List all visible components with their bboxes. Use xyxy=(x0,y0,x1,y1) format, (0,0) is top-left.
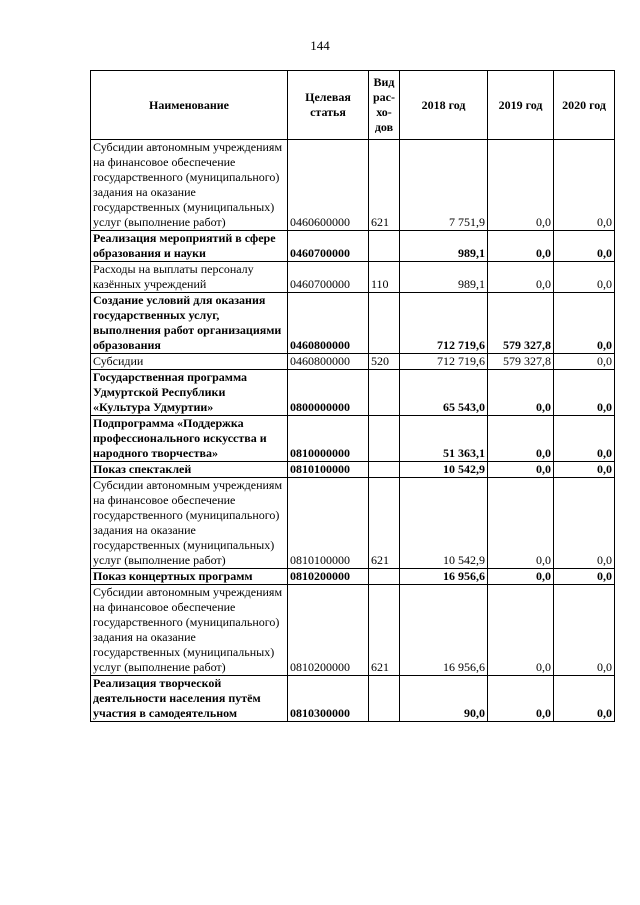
row-value-2020: 0,0 xyxy=(554,370,615,416)
row-value-2019: 0,0 xyxy=(488,140,554,231)
row-value-2018: 989,1 xyxy=(400,231,488,262)
row-value-2020: 0,0 xyxy=(554,676,615,722)
row-value-2019: 0,0 xyxy=(488,676,554,722)
row-target-article: 0800000000 xyxy=(288,370,369,416)
row-value-2019: 0,0 xyxy=(488,416,554,462)
row-target-article: 0460600000 xyxy=(288,140,369,231)
row-value-2019: 0,0 xyxy=(488,462,554,478)
row-value-2019: 0,0 xyxy=(488,569,554,585)
row-target-article: 0460700000 xyxy=(288,231,369,262)
row-expense-type xyxy=(369,370,400,416)
row-name: Субсидии автономным учреждениям на финансовое обеспечение государственного (муниципального) задания на оказание государственных (муниципальных) услуг (выполнение работ) xyxy=(91,585,288,676)
budget-table xyxy=(90,70,615,722)
table-row xyxy=(91,262,615,293)
row-name: Субсидии автономным учреждениям на финансовое обеспечение государственного (муниципального) задания на оказание государственных (муниципальных) услуг (выполнение работ) xyxy=(91,140,288,231)
row-target-article: 0460800000 xyxy=(288,293,369,354)
table-row xyxy=(91,569,615,585)
row-name: Реализация мероприятий в сфере образования и науки xyxy=(91,231,288,262)
row-value-2018: 712 719,6 xyxy=(400,354,488,370)
row-value-2019: 0,0 xyxy=(488,370,554,416)
table-row xyxy=(91,140,615,231)
row-value-2020: 0,0 xyxy=(554,231,615,262)
table-row xyxy=(91,231,615,262)
table-row xyxy=(91,585,615,676)
row-name: Создание условий для оказания государственных услуг, выполнения работ организациями образования xyxy=(91,293,288,354)
row-target-article: 0810200000 xyxy=(288,585,369,676)
row-value-2020: 0,0 xyxy=(554,354,615,370)
row-expense-type xyxy=(369,416,400,462)
row-name: Подпрограмма «Поддержка профессионального искусства и народного творчества» xyxy=(91,416,288,462)
row-expense-type xyxy=(369,462,400,478)
row-name: Расходы на выплаты персоналу казённых учреждений xyxy=(91,262,288,293)
row-value-2018: 712 719,6 xyxy=(400,293,488,354)
row-target-article: 0460800000 xyxy=(288,354,369,370)
row-target-article: 0810200000 xyxy=(288,569,369,585)
row-target-article: 0810000000 xyxy=(288,416,369,462)
row-name: Реализация творческой деятельности населения путём участия в самодеятельном xyxy=(91,676,288,722)
row-expense-type: 621 xyxy=(369,140,400,231)
row-target-article: 0810100000 xyxy=(288,478,369,569)
row-name: Государственная программа Удмуртской Республики «Культура Удмуртии» xyxy=(91,370,288,416)
row-expense-type: 110 xyxy=(369,262,400,293)
row-value-2019: 579 327,8 xyxy=(488,293,554,354)
row-expense-type xyxy=(369,231,400,262)
row-value-2020: 0,0 xyxy=(554,569,615,585)
row-value-2019: 579 327,8 xyxy=(488,354,554,370)
row-value-2020: 0,0 xyxy=(554,416,615,462)
row-expense-type xyxy=(369,293,400,354)
row-value-2019: 0,0 xyxy=(488,231,554,262)
header-2020: 2020 год xyxy=(554,71,615,140)
row-value-2018: 10 542,9 xyxy=(400,478,488,569)
row-value-2020: 0,0 xyxy=(554,140,615,231)
row-expense-type: 520 xyxy=(369,354,400,370)
row-value-2018: 16 956,6 xyxy=(400,585,488,676)
row-value-2018: 16 956,6 xyxy=(400,569,488,585)
row-value-2019: 0,0 xyxy=(488,585,554,676)
header-2018: 2018 год xyxy=(400,71,488,140)
page-number: 144 xyxy=(310,38,330,53)
row-expense-type: 621 xyxy=(369,478,400,569)
row-value-2018: 989,1 xyxy=(400,262,488,293)
table-row xyxy=(91,293,615,354)
row-expense-type xyxy=(369,569,400,585)
row-value-2020: 0,0 xyxy=(554,462,615,478)
row-value-2020: 0,0 xyxy=(554,585,615,676)
header-name: Наименование xyxy=(91,71,288,140)
row-value-2020: 0,0 xyxy=(554,262,615,293)
table-row xyxy=(91,478,615,569)
row-value-2019: 0,0 xyxy=(488,478,554,569)
row-target-article: 0460700000 xyxy=(288,262,369,293)
table-row xyxy=(91,462,615,478)
row-target-article: 0810100000 xyxy=(288,462,369,478)
row-value-2018: 51 363,1 xyxy=(400,416,488,462)
table-row xyxy=(91,370,615,416)
row-name: Субсидии автономным учреждениям на финансовое обеспечение государственного (муниципального) задания на оказание государственных (муниципальных) услуг (выполнение работ) xyxy=(91,478,288,569)
row-value-2020: 0,0 xyxy=(554,478,615,569)
row-value-2020: 0,0 xyxy=(554,293,615,354)
table-row xyxy=(91,676,615,722)
header-expense-type: Вид рас-хо-дов xyxy=(369,71,400,140)
row-value-2018: 7 751,9 xyxy=(400,140,488,231)
row-value-2019: 0,0 xyxy=(488,262,554,293)
row-value-2018: 90,0 xyxy=(400,676,488,722)
row-expense-type xyxy=(369,676,400,722)
row-name: Субсидии xyxy=(91,354,288,370)
table-row xyxy=(91,354,615,370)
row-value-2018: 65 543,0 xyxy=(400,370,488,416)
row-value-2018: 10 542,9 xyxy=(400,462,488,478)
row-target-article: 0810300000 xyxy=(288,676,369,722)
header-code: Целевая статья xyxy=(288,71,369,140)
header-row xyxy=(91,71,615,140)
table-row xyxy=(91,416,615,462)
row-name: Показ концертных программ xyxy=(91,569,288,585)
row-name: Показ спектаклей xyxy=(91,462,288,478)
row-expense-type: 621 xyxy=(369,585,400,676)
header-2019: 2019 год xyxy=(488,71,554,140)
